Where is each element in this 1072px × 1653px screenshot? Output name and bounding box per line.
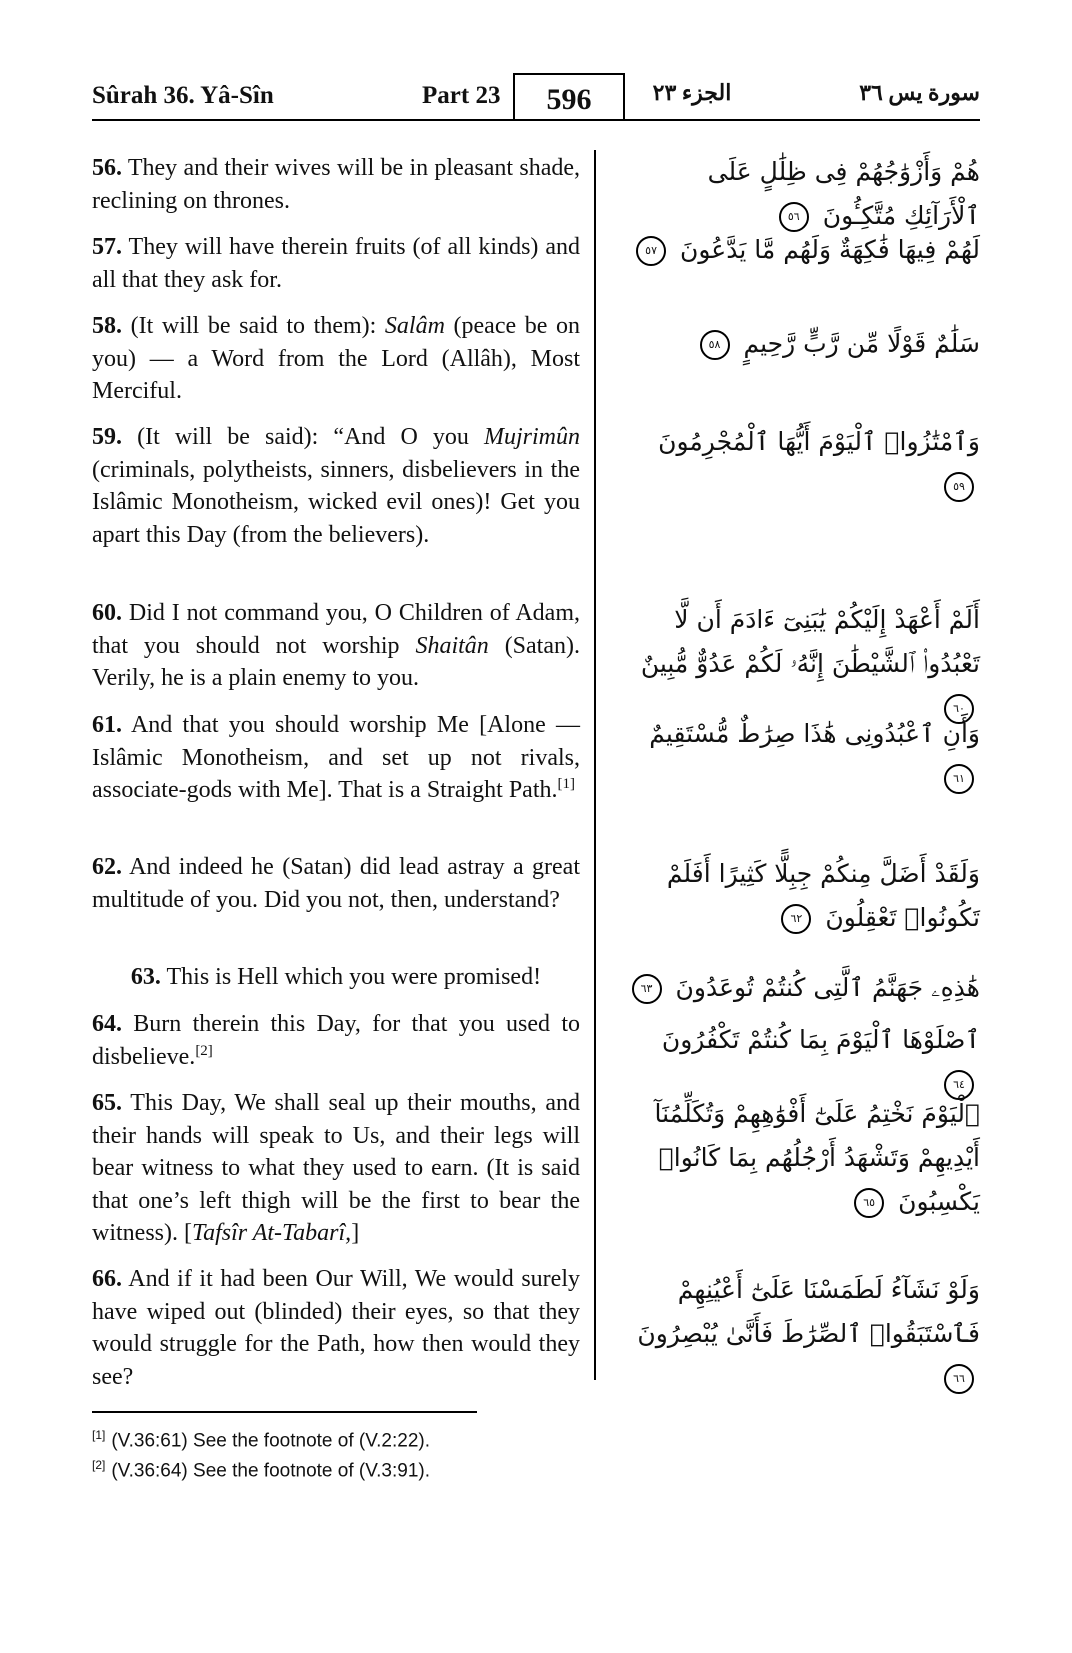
verse-end-marker: ٦٦	[944, 1364, 974, 1394]
verse-58	[92, 310, 580, 408]
verse-number: 59.	[92, 424, 122, 450]
verse-62	[92, 851, 580, 916]
arabic-text: لَهُمْ فِيهَا فَٰكِهَةٌ وَلَهُم مَّا يَدَّعُونَ	[680, 235, 980, 264]
verse-end-marker: ٥٦	[779, 202, 809, 232]
verse-57	[92, 231, 580, 296]
verse-italic: Mujrimûn	[484, 424, 580, 450]
verse-text: ]	[351, 1220, 360, 1246]
footnote-2	[92, 1458, 430, 1482]
header-arabic-part: الجزء ٢٣	[652, 80, 732, 105]
verse-text: (criminals, polytheists, sinners, disbelievers in the Islâmic Monotheism, wicked evil ones)! Get you apart this Day (from the believers).	[92, 456, 580, 548]
arabic-text: ٱصْلَوْهَا ٱلْيَوْمَ بِمَا كُنتُمْ تَكْفُرُونَ	[661, 1025, 980, 1054]
verse-text: (It will be said): “And O you	[137, 424, 484, 450]
verse-64	[92, 1008, 580, 1073]
verse-56	[92, 152, 580, 217]
arabic-verse-66	[630, 1268, 980, 1400]
verse-number: 61.	[92, 712, 122, 738]
page-number: 596	[513, 73, 625, 120]
verse-59	[92, 421, 580, 551]
arabic-text: ٱلْيَوْمَ نَخْتِمُ عَلَىٰٓ أَفْوَٰهِهِمْ وَتُكَلِّمُنَآ أَيْدِيهِمْ وَتَشْهَدُ أَرْجُلُهُم بِمَا كَانُوا۟ يَكْسِبُونَ	[654, 1099, 980, 1216]
footnote-text: (V.36:61) See the footnote of (V.2:22).	[111, 1430, 431, 1452]
verse-number: 58.	[92, 313, 122, 339]
verse-60	[92, 597, 580, 695]
page-header	[92, 74, 980, 120]
arabic-text: وَٱمْتَٰزُوا۟ ٱلْيَوْمَ أَيُّهَا ٱلْمُجْرِمُونَ	[658, 427, 980, 456]
verse-text: And that you should worship Me [Alone — Islâmic Monotheism, and set up not rivals, associate-gods with Me]. That is a Straight Path.	[92, 712, 580, 803]
verse-text: Did I not command you, O Children of Adam, that you should not worship	[92, 600, 581, 659]
arabic-text: هُمْ وَأَزْوَٰجُهُمْ فِى ظِلَٰلٍ عَلَى ٱلْأَرَآئِكِ مُتَّكِـُٔونَ	[707, 157, 980, 230]
verse-text: And indeed he (Satan) did lead astray a great multitude of you. Did you not, then, understand?	[92, 854, 580, 913]
footnote-mark: [2]	[92, 1458, 106, 1472]
verse-61	[92, 709, 580, 807]
arabic-text: وَلَوْ نَشَآءُ لَطَمَسْنَا عَلَىٰٓ أَعْيُنِهِمْ فَٱسْتَبَقُوا۟ ٱلصِّرَٰطَ فَأَنَّىٰ يُبْصِرُونَ	[637, 1275, 980, 1348]
verse-end-marker: ٦٤	[944, 1070, 974, 1100]
verse-63	[92, 961, 580, 994]
verse-italic: Tafsîr At-Tabarî,	[191, 1220, 352, 1246]
verse-65	[92, 1087, 580, 1250]
verse-italic: Salâm	[384, 313, 445, 339]
arabic-verse-61	[630, 712, 980, 800]
verse-number: 66.	[92, 1266, 122, 1292]
verse-end-marker: ٦٥	[854, 1188, 884, 1218]
arabic-verse-56	[630, 150, 980, 238]
verse-italic: Shaitân	[415, 632, 489, 659]
verse-text: And if it had been Our Will, We would surely have wiped out (blinded) their eyes, so that they would struggle for the Path, how then would they see?	[92, 1266, 580, 1390]
verse-text: They and their wives will be in pleasant shade, reclining on thrones.	[92, 155, 580, 214]
verse-end-marker: ٦٠	[944, 694, 974, 724]
verse-end-marker: ٥٩	[944, 472, 974, 502]
footnote-ref-1: [1]	[557, 776, 575, 792]
verse-number: 60.	[92, 600, 122, 626]
verse-end-marker: ٥٨	[700, 330, 730, 360]
header-surah-title: Sûrah 36. Yâ-Sîn	[92, 82, 274, 109]
column-divider	[594, 150, 596, 1380]
verse-end-marker: ٥٧	[636, 236, 666, 266]
header-arabic-surah: سورة يس ٣٦	[859, 80, 980, 105]
verse-number: 65.	[92, 1090, 122, 1116]
verse-text: This is Hell which you were promised!	[166, 964, 542, 990]
verse-number: 64.	[92, 1011, 122, 1037]
arabic-verse-62	[630, 852, 980, 940]
header-part: Part 23	[422, 82, 501, 109]
footnote-ref-2: [2]	[195, 1042, 213, 1059]
verse-text: (It will be said to them):	[130, 313, 385, 339]
arabic-text: سَلَٰمٌ قَوْلًا مِّن رَّبٍّ رَّحِيمٍ	[743, 329, 980, 358]
verse-text: (Satan). Verily, he is a plain enemy to you.	[92, 632, 580, 691]
footnote-text: (V.36:64) See the footnote of (V.3:91).	[111, 1460, 431, 1482]
verse-end-marker: ٦٣	[632, 974, 662, 1004]
arabic-text: وَلَقَدْ أَضَلَّ مِنكُمْ جِبِلًّا كَثِيرًا أَفَلَمْ تَكُونُوا۟ تَعْقِلُونَ	[666, 859, 980, 932]
verse-end-marker: ٦١	[944, 764, 974, 794]
footnote-1	[92, 1428, 430, 1452]
arabic-text: هَٰذِهِۦ جَهَنَّمُ ٱلَّتِى كُنتُمْ تُوعَدُونَ	[675, 973, 980, 1002]
arabic-verse-59	[630, 420, 980, 508]
footnote-mark: [1]	[92, 1428, 106, 1442]
verse-text: (peace be on you) — a Word from the Lord (Allâh), Most Merciful.	[92, 313, 581, 404]
arabic-text: وَأَنِ ٱعْبُدُونِى هَٰذَا صِرَٰطٌ مُّسْتَقِيمٌ	[649, 719, 980, 748]
verse-number: 57.	[92, 234, 122, 260]
arabic-verse-65	[630, 1092, 980, 1224]
footnote-rule	[92, 1411, 477, 1413]
arabic-text: أَلَمْ أَعْهَدْ إِلَيْكُمْ يَٰبَنِىٓ ءَادَمَ أَن لَّا تَعْبُدُوا۟ ٱلشَّيْطَٰنَ إِنَّهُۥ لَكُمْ عَدُوٌّ مُّبِينٌ	[640, 605, 980, 678]
arabic-verse-60	[630, 598, 980, 730]
arabic-verse-63	[630, 966, 980, 1010]
verse-number: 56.	[92, 155, 122, 181]
verse-number: 63.	[130, 964, 161, 990]
verse-66	[92, 1263, 580, 1393]
verse-text: They will have therein fruits (of all kinds) and all that they ask for.	[92, 234, 580, 293]
verse-end-marker: ٦٢	[781, 904, 811, 934]
header-rule	[92, 119, 980, 121]
verse-text: Burn therein this Day, for that you used to disbelieve.	[92, 1011, 580, 1070]
arabic-verse-57	[630, 228, 980, 272]
arabic-verse-58	[630, 322, 980, 366]
verse-text: This Day, We shall seal up their mouths, and their hands will speak to Us, and their legs will bear witness to what they used to earn. (It is said that one’s left thigh will be the first to bear the witness). [	[92, 1090, 580, 1246]
verse-number: 62.	[92, 854, 122, 880]
